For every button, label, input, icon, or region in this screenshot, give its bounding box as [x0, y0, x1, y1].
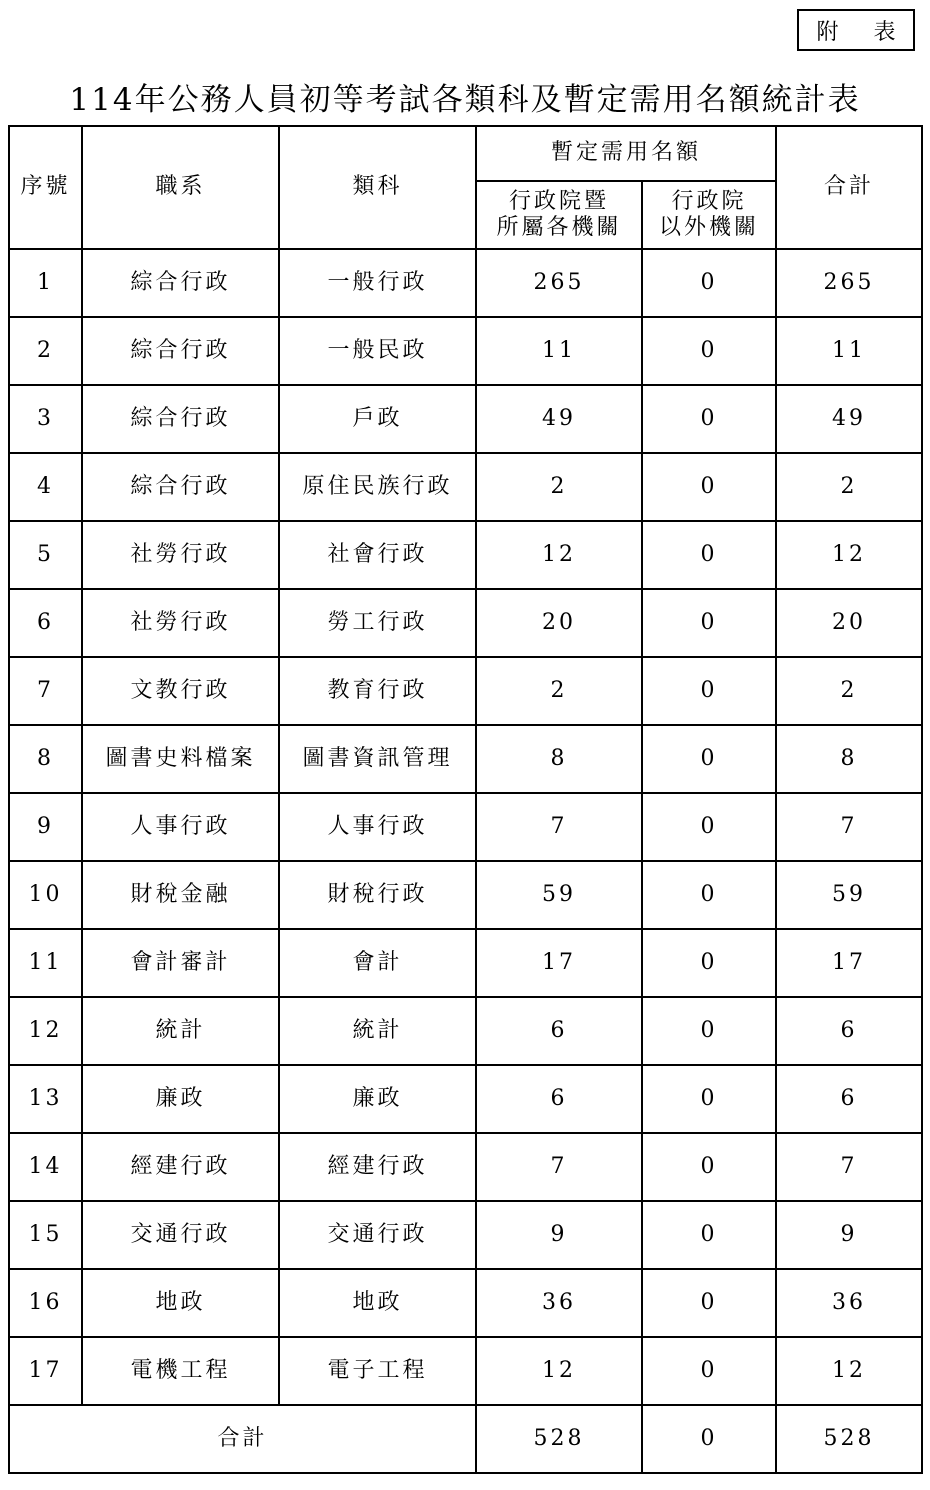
header-other-line1: 行政院: [671, 188, 747, 214]
row-seq-cell: 8: [9, 725, 82, 793]
row-total-cell: 11: [776, 317, 922, 385]
row-seq-cell: 13: [9, 1065, 82, 1133]
row-seq-cell: 9: [9, 793, 82, 861]
table-row: [9, 1337, 922, 1405]
table-row: [9, 1201, 922, 1269]
totals-exec-cell: 528: [476, 1405, 642, 1473]
row-series-cell: 綜合行政: [82, 385, 279, 453]
totals-other-cell: 0: [642, 1405, 776, 1473]
table-row: [9, 521, 922, 589]
table-row: [9, 997, 922, 1065]
row-total-cell: 20: [776, 589, 922, 657]
row-exec-cell: 17: [476, 929, 642, 997]
row-series-cell: 社勞行政: [82, 521, 279, 589]
table-row: [9, 249, 922, 317]
table-row: [9, 453, 922, 521]
row-seq-cell: 7: [9, 657, 82, 725]
row-total-cell: 2: [776, 657, 922, 725]
row-subject-cell: 廉政: [279, 1065, 476, 1133]
header-other-line2: 以外機關: [659, 215, 760, 240]
appendix-tag: 附 表: [797, 9, 915, 51]
table-row: [9, 657, 922, 725]
table-row: [9, 725, 922, 793]
row-seq-cell: 10: [9, 861, 82, 929]
row-other-cell: 0: [642, 453, 776, 521]
row-exec-cell: 2: [476, 657, 642, 725]
totals-label: 合計: [9, 1405, 476, 1473]
row-total-cell: 7: [776, 1133, 922, 1201]
row-other-cell: 0: [642, 1269, 776, 1337]
row-seq-cell: 11: [9, 929, 82, 997]
row-seq-cell: 6: [9, 589, 82, 657]
row-total-cell: 59: [776, 861, 922, 929]
header-exec-line1: 行政院暨: [508, 188, 609, 214]
row-total-cell: 9: [776, 1201, 922, 1269]
row-other-cell: 0: [642, 929, 776, 997]
totals-total-cell: 528: [776, 1405, 922, 1473]
row-subject-cell: 人事行政: [279, 793, 476, 861]
row-seq-cell: 15: [9, 1201, 82, 1269]
table-row: [9, 861, 922, 929]
row-other-cell: 0: [642, 1065, 776, 1133]
header-exec-agencies: [476, 181, 642, 249]
row-other-cell: 0: [642, 997, 776, 1065]
table-row: [9, 317, 922, 385]
row-exec-cell: 20: [476, 589, 642, 657]
row-series-cell: 經建行政: [82, 1133, 279, 1201]
header-exec-line2: 所屬各機關: [496, 215, 622, 240]
row-other-cell: 0: [642, 1201, 776, 1269]
row-subject-cell: 社會行政: [279, 521, 476, 589]
row-series-cell: 圖書史料檔案: [82, 725, 279, 793]
row-exec-cell: 12: [476, 1337, 642, 1405]
row-seq-cell: 5: [9, 521, 82, 589]
row-subject-cell: 圖書資訊管理: [279, 725, 476, 793]
row-seq-cell: 2: [9, 317, 82, 385]
row-seq-cell: 1: [9, 249, 82, 317]
row-other-cell: 0: [642, 385, 776, 453]
table-row: [9, 589, 922, 657]
row-other-cell: 0: [642, 589, 776, 657]
row-exec-cell: 7: [476, 793, 642, 861]
row-series-cell: 綜合行政: [82, 249, 279, 317]
row-series-cell: 電機工程: [82, 1337, 279, 1405]
row-seq-cell: 4: [9, 453, 82, 521]
row-exec-cell: 6: [476, 997, 642, 1065]
row-total-cell: 12: [776, 1337, 922, 1405]
row-exec-cell: 2: [476, 453, 642, 521]
row-seq-cell: 12: [9, 997, 82, 1065]
row-subject-cell: 原住民族行政: [279, 453, 476, 521]
row-exec-cell: 8: [476, 725, 642, 793]
table-row: [9, 385, 922, 453]
page-title: 114年公務人員初等考試各類科及暫定需用名額統計表: [69, 82, 861, 118]
row-series-cell: 社勞行政: [82, 589, 279, 657]
table-row: [9, 1269, 922, 1337]
row-exec-cell: 265: [476, 249, 642, 317]
row-seq-cell: 17: [9, 1337, 82, 1405]
row-subject-cell: 經建行政: [279, 1133, 476, 1201]
row-other-cell: 0: [642, 1133, 776, 1201]
row-series-cell: 文教行政: [82, 657, 279, 725]
row-exec-cell: 12: [476, 521, 642, 589]
row-other-cell: 0: [642, 657, 776, 725]
totals-row: [9, 1405, 922, 1473]
row-exec-cell: 49: [476, 385, 642, 453]
row-series-cell: 人事行政: [82, 793, 279, 861]
row-other-cell: 0: [642, 249, 776, 317]
row-exec-cell: 9: [476, 1201, 642, 1269]
row-total-cell: 8: [776, 725, 922, 793]
row-total-cell: 49: [776, 385, 922, 453]
row-subject-cell: 地政: [279, 1269, 476, 1337]
row-subject-cell: 勞工行政: [279, 589, 476, 657]
row-exec-cell: 36: [476, 1269, 642, 1337]
row-other-cell: 0: [642, 725, 776, 793]
row-series-cell: 會計審計: [82, 929, 279, 997]
row-total-cell: 265: [776, 249, 922, 317]
table-row: [9, 1065, 922, 1133]
header-series: 職系: [82, 126, 279, 249]
row-subject-cell: 戶政: [279, 385, 476, 453]
row-series-cell: 統計: [82, 997, 279, 1065]
row-seq-cell: 3: [9, 385, 82, 453]
header-other-agencies: [642, 181, 776, 249]
table-row: [9, 1133, 922, 1201]
row-series-cell: 綜合行政: [82, 453, 279, 521]
row-total-cell: 12: [776, 521, 922, 589]
row-total-cell: 36: [776, 1269, 922, 1337]
row-exec-cell: 11: [476, 317, 642, 385]
row-subject-cell: 一般行政: [279, 249, 476, 317]
row-subject-cell: 財稅行政: [279, 861, 476, 929]
row-subject-cell: 統計: [279, 997, 476, 1065]
row-other-cell: 0: [642, 861, 776, 929]
quota-table: [8, 125, 923, 1474]
header-subject: 類科: [279, 126, 476, 249]
header-seq: 序號: [9, 126, 82, 249]
row-subject-cell: 電子工程: [279, 1337, 476, 1405]
row-seq-cell: 14: [9, 1133, 82, 1201]
row-subject-cell: 教育行政: [279, 657, 476, 725]
row-other-cell: 0: [642, 317, 776, 385]
row-total-cell: 6: [776, 997, 922, 1065]
row-subject-cell: 一般民政: [279, 317, 476, 385]
header-quota-group: 暫定需用名額: [476, 126, 776, 181]
row-series-cell: 交通行政: [82, 1201, 279, 1269]
row-series-cell: 廉政: [82, 1065, 279, 1133]
row-exec-cell: 7: [476, 1133, 642, 1201]
row-total-cell: 17: [776, 929, 922, 997]
table-row: [9, 929, 922, 997]
header-row: [9, 126, 922, 181]
row-total-cell: 2: [776, 453, 922, 521]
row-exec-cell: 59: [476, 861, 642, 929]
table-row: [9, 793, 922, 861]
row-other-cell: 0: [642, 521, 776, 589]
row-other-cell: 0: [642, 1337, 776, 1405]
row-series-cell: 財稅金融: [82, 861, 279, 929]
row-total-cell: 7: [776, 793, 922, 861]
row-series-cell: 地政: [82, 1269, 279, 1337]
row-subject-cell: 會計: [279, 929, 476, 997]
row-total-cell: 6: [776, 1065, 922, 1133]
row-subject-cell: 交通行政: [279, 1201, 476, 1269]
row-series-cell: 綜合行政: [82, 317, 279, 385]
row-exec-cell: 6: [476, 1065, 642, 1133]
row-seq-cell: 16: [9, 1269, 82, 1337]
row-other-cell: 0: [642, 793, 776, 861]
header-total: 合計: [776, 126, 922, 249]
